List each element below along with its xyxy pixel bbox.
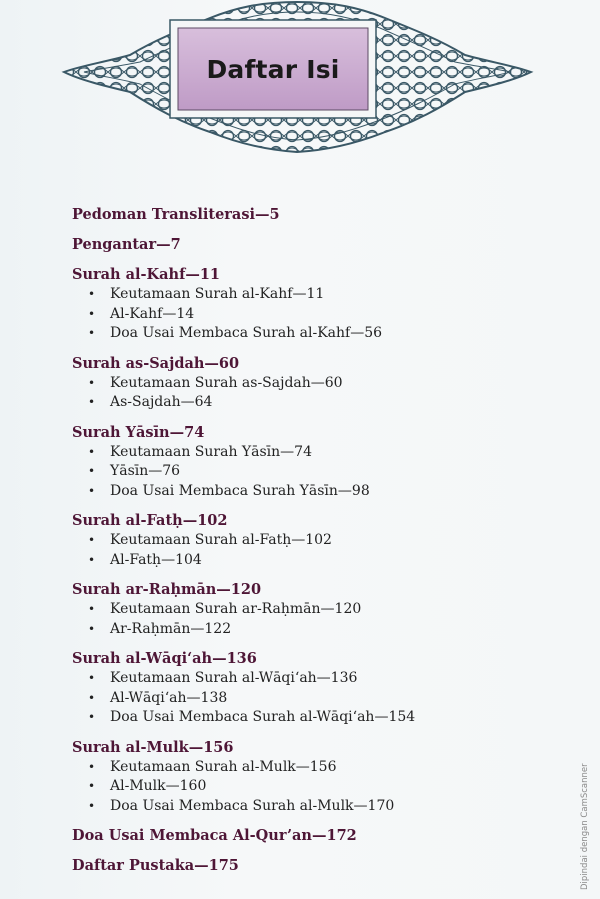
toc-item-label: Al-Fatḥ—104 xyxy=(110,551,202,568)
bullet-icon: • xyxy=(88,533,96,547)
toc-section xyxy=(72,856,542,876)
toc-item-list xyxy=(72,600,542,639)
toc-section-title: Surah al-Kahf—11 xyxy=(72,266,221,283)
bullet-icon: • xyxy=(88,759,96,774)
toc-item xyxy=(88,708,542,728)
toc-section-title: Surah al-Fatḥ—102 xyxy=(72,512,228,529)
toc-section-title: Pengantar—7 xyxy=(72,236,181,253)
toc-section xyxy=(72,205,542,225)
toc-section xyxy=(72,354,542,413)
bullet-icon: • xyxy=(88,710,96,724)
toc-item-label: Keutamaan Surah as-Sajdah—60 xyxy=(110,374,343,391)
bullet-icon: • xyxy=(88,444,96,459)
toc-item-label: Doa Usai Membaca Surah Yāsīn—98 xyxy=(110,482,370,499)
toc-item xyxy=(88,324,542,344)
bullet-icon: • xyxy=(88,464,96,478)
bullet-icon: • xyxy=(88,671,96,685)
toc-item-list xyxy=(72,669,542,728)
toc-item-label: Keutamaan Surah al-Fatḥ—102 xyxy=(110,532,332,548)
toc-item xyxy=(88,285,542,305)
toc-item-list xyxy=(72,443,542,502)
toc-item-label: Doa Usai Membaca Surah al-Mulk—170 xyxy=(110,797,395,814)
toc-section xyxy=(72,235,542,255)
toc-item-list xyxy=(72,531,542,570)
toc-section-title: Doa Usai Membaca Al-Qur’an—172 xyxy=(72,827,357,844)
toc-item-label: Yāsīn—76 xyxy=(110,463,181,479)
bullet-icon: • xyxy=(88,552,96,567)
toc-item-label: Keutamaan Surah ar-Raḥmān—120 xyxy=(110,601,362,617)
toc-section-title: Pedoman Transliterasi—5 xyxy=(72,206,280,223)
toc-item-label: Al-Mulk—160 xyxy=(110,778,207,794)
toc-item xyxy=(88,482,542,502)
toc-item xyxy=(88,669,542,689)
toc-section-title: Surah as-Sajdah—60 xyxy=(72,354,240,372)
toc-item-label: As-Sajdah—64 xyxy=(110,394,213,410)
toc-section xyxy=(72,826,542,846)
toc-section xyxy=(72,738,542,817)
toc-item-label: Al-Wāqi‘ah—138 xyxy=(110,689,228,706)
header-ornament xyxy=(60,0,535,160)
toc-item xyxy=(88,462,542,482)
page-title: Daftar Isi xyxy=(206,54,340,84)
toc-item xyxy=(88,600,542,620)
toc-section-title: Daftar Pustaka—175 xyxy=(72,857,239,874)
toc-item-label: Doa Usai Membaca Surah al-Kahf—56 xyxy=(110,325,383,341)
bullet-icon: • xyxy=(88,287,96,301)
scanner-watermark xyxy=(580,760,594,890)
toc-item xyxy=(88,777,542,797)
bullet-icon: • xyxy=(88,306,96,321)
toc-section xyxy=(72,423,542,502)
toc-section-title: Surah ar-Raḥmān—120 xyxy=(72,581,262,598)
bullet-icon: • xyxy=(88,690,96,705)
toc-section xyxy=(72,649,542,728)
toc-item-label: Keutamaan Surah Yāsīn—74 xyxy=(110,443,312,460)
toc-item-list xyxy=(72,374,542,413)
bullet-icon: • xyxy=(88,375,96,390)
toc-section-title: Surah Yāsīn—74 xyxy=(72,423,205,441)
toc-item xyxy=(88,393,542,413)
bullet-icon: • xyxy=(88,779,96,793)
toc-item xyxy=(88,443,542,463)
toc-item-label: Ar-Raḥmān—122 xyxy=(110,620,232,637)
toc-section-title: Surah al-Wāqi‘ah—136 xyxy=(72,650,257,667)
toc-item-label: Al-Kahf—14 xyxy=(110,305,195,322)
toc-item-label: Doa Usai Membaca Surah al-Wāqi‘ah—154 xyxy=(110,709,416,725)
toc-item xyxy=(88,531,542,551)
toc-item xyxy=(88,797,542,817)
toc-section xyxy=(72,265,542,344)
toc-item xyxy=(88,620,542,640)
toc-item xyxy=(88,305,542,325)
toc-item xyxy=(88,374,542,394)
bullet-icon: • xyxy=(88,602,96,616)
toc-item-list xyxy=(72,758,542,817)
toc-item xyxy=(88,758,542,778)
bullet-icon: • xyxy=(88,798,96,813)
toc-section-title: Surah al-Mulk—156 xyxy=(72,738,234,756)
toc-section xyxy=(72,580,542,639)
table-of-contents xyxy=(72,205,542,886)
toc-item-list xyxy=(72,285,542,344)
bullet-icon: • xyxy=(88,483,96,498)
toc-item-label: Keutamaan Surah al-Mulk—156 xyxy=(110,758,337,775)
title-box xyxy=(178,28,368,110)
watermark-text: Dipindai dengan CamScanner xyxy=(580,763,590,890)
bullet-icon: • xyxy=(88,395,96,409)
toc-item-label: Keutamaan Surah al-Kahf—11 xyxy=(110,286,325,302)
toc-item xyxy=(88,689,542,709)
bullet-icon: • xyxy=(88,326,96,340)
bullet-icon: • xyxy=(88,621,96,636)
toc-item-label: Keutamaan Surah al-Wāqi‘ah—136 xyxy=(110,670,358,686)
toc-section xyxy=(72,511,542,570)
toc-item xyxy=(88,551,542,571)
